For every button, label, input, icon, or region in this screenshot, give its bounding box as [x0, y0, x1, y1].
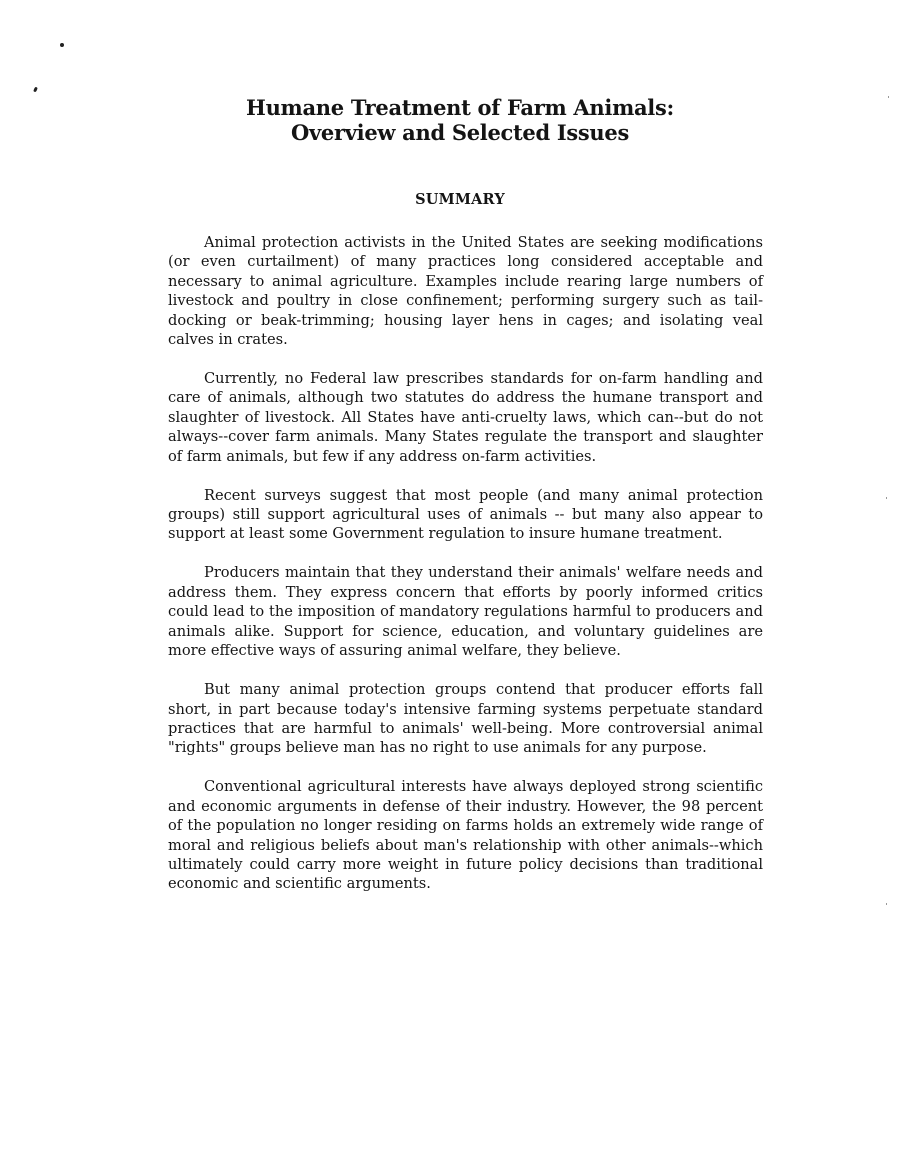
document-title-line-2: Overview and Selected Issues [291, 120, 629, 145]
summary-paragraph-6: Conventional agricultural interests have always deployed strong scientific and economic arguments in defense of their industry. However, the 98 percent of the population no longer residing on farms holds an extremely wide range of moral and religious beliefs about man's relationship with other animals--which ultimately could carry more weight in future policy decisions than traditional economic and scientific arguments. [168, 778, 763, 893]
scan-margin-mark [888, 96, 889, 98]
summary-paragraph-5: But many animal protection groups contend that producer efforts fall short, in part because today's intensive farming systems perpetuate standard practices that are harmful to animals' well-being. More controversial animal "rights" groups believe man has no right to use animals for any purpose. [168, 681, 763, 757]
summary-paragraph-3: Recent surveys suggest that most people (and many animal protection groups) still support agricultural uses of animals -- but many also appear to support at least some Government regulation to insure humane treatment. [168, 486, 763, 543]
document-title-line-1: Humane Treatment of Farm Animals: [246, 95, 674, 120]
scan-margin-mark [886, 903, 887, 905]
summary-paragraph-1: Animal protection activists in the United States are seeking modifications (or even curtailment) of many practices long considered acceptable and necessary to animal agriculture. Examples include rearing large numbers of livestock and poultry in close confinement; performing surgery such as tail-docking or beak-trimming; housing layer hens in cages; and isolating veal calves in crates. [168, 234, 763, 349]
summary-paragraph-2: Currently, no Federal law prescribes standards for on-farm handling and care of animals, although two statutes do address the humane transport and slaughter of livestock. All States have anti-cruelty laws, which can--but do not always--cover farm animals. Many States regulate the transport and slaughter of farm animals, but few if any address on-farm activities. [168, 370, 763, 465]
summary-body [168, 233, 763, 913]
section-heading-summary: SUMMARY [415, 191, 505, 208]
scan-speck-mark [60, 43, 64, 47]
scan-margin-mark [886, 497, 887, 499]
summary-paragraph-4: Producers maintain that they understand their animals' welfare needs and address them. They express concern that efforts by poorly informed critics could lead to the imposition of mandatory regulations harmful to producers and animals alike. Support for science, education, and voluntary guidelines are more effective ways of assuring animal welfare, they believe. [168, 564, 763, 660]
scan-speck-mark [33, 87, 38, 93]
